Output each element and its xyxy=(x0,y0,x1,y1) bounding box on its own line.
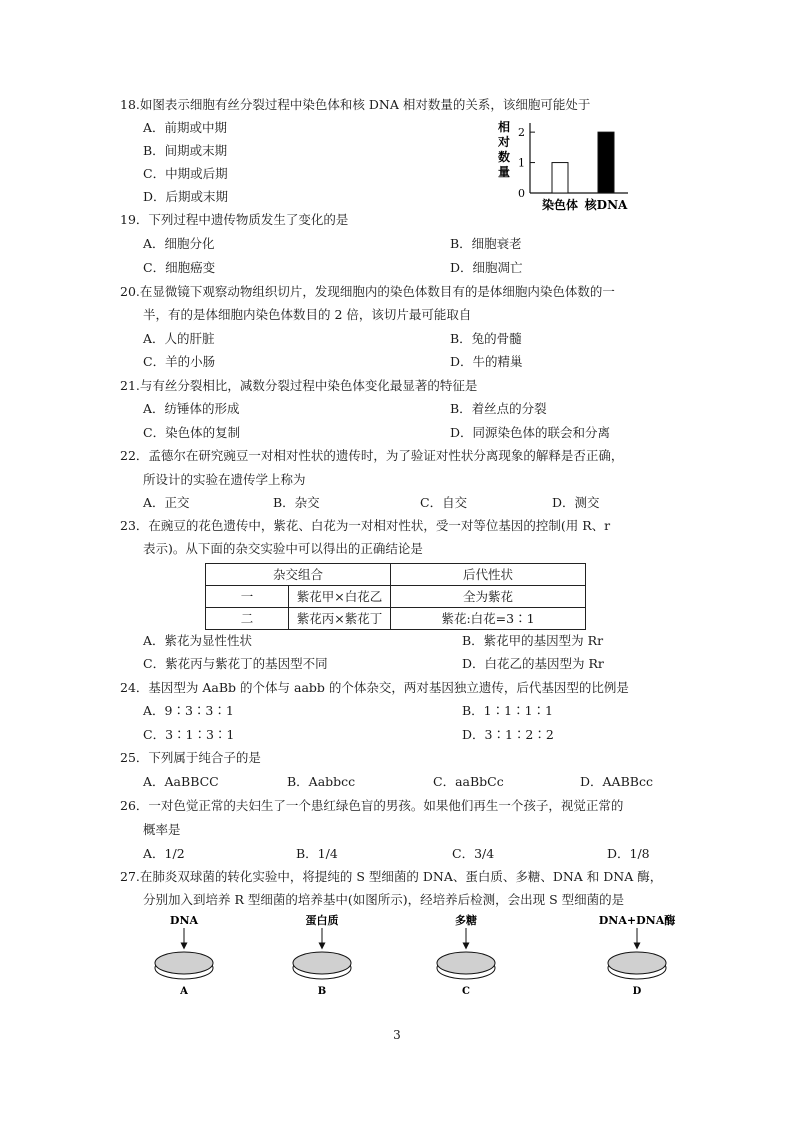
dish-a-label: DNA xyxy=(169,914,199,927)
q20-option-c: C．羊的小肠 xyxy=(143,354,216,369)
q25-stem: 25．下列属于纯合子的是 xyxy=(120,750,261,765)
q22-stem-line2: 所设计的实验在遗传学上称为 xyxy=(143,472,306,487)
x-category-label: 染色体 xyxy=(541,198,579,212)
q21-option-a: A．纺锤体的形成 xyxy=(143,401,240,416)
q18-bar-chart xyxy=(490,115,650,215)
table-row xyxy=(206,586,586,608)
q20-option-b: B．兔的骨髓 xyxy=(450,331,522,346)
y-label-char: 数 xyxy=(497,150,511,164)
q18-option-b: B．间期或末期 xyxy=(143,143,228,158)
q23-option-a: A．紫花为显性性状 xyxy=(143,633,253,648)
q27-stem-line2: 分别加入到培养 R 型细菌的培养基中(如图所示)，经培养后检测，会出现 S 型细菌的是 xyxy=(143,892,625,907)
q23-option-b: B．紫花甲的基因型为 Rr xyxy=(462,633,604,648)
q20-option-d: D．牛的精巢 xyxy=(450,354,523,369)
dish-d-label: DNA+DNA酶 xyxy=(598,914,676,927)
q23-option-c: C．紫花丙与紫花丁的基因型不同 xyxy=(143,656,328,671)
q18-option-a: A．前期或中期 xyxy=(143,120,228,135)
table-cell: 全为紫花 xyxy=(391,586,586,608)
y-label-char: 相 xyxy=(497,120,511,134)
q18-option-d: D．后期或末期 xyxy=(143,189,229,204)
q23-stem-line2: 表示)。从下面的杂交实验中可以得出的正确结论是 xyxy=(143,541,423,556)
dish-a-letter: A xyxy=(180,986,188,997)
q21-stem: 21.与有丝分裂相比，减数分裂过程中染色体变化最显著的特征是 xyxy=(120,378,478,393)
petri-dish-d xyxy=(599,913,675,997)
q21-option-b: B．着丝点的分裂 xyxy=(450,401,547,416)
table-cell: 紫花丙×紫花丁 xyxy=(289,608,391,630)
bar-染色体 xyxy=(552,163,568,193)
dish-c-letter: C xyxy=(462,986,470,997)
table-header-row xyxy=(206,564,586,586)
table-header: 后代性状 xyxy=(391,564,586,586)
table-row xyxy=(206,608,586,630)
q25-option-d: D．AABBcc xyxy=(580,774,653,789)
q25-option-c: C．aaBbCc xyxy=(433,774,504,789)
y-label-char: 量 xyxy=(497,165,511,179)
q23-option-d: D．白花乙的基因型为 Rr xyxy=(462,656,604,671)
q23-stem-line1: 23．在豌豆的花色遗传中，紫花、白花为一对相对性状，受一对等位基因的控制(用 R、r xyxy=(120,518,611,533)
table-header: 杂交组合 xyxy=(206,564,391,586)
q21-option-c: C．染色体的复制 xyxy=(143,425,241,440)
q19-stem: 19．下列过程中遗传物质发生了变化的是 xyxy=(120,212,349,227)
page-number: 3 xyxy=(393,1028,401,1042)
q27-petri-dish-figure xyxy=(140,910,700,1000)
q24-option-b: B．1∶1∶1∶1 xyxy=(462,703,553,718)
table-cell: 二 xyxy=(206,608,289,630)
table-cell: 紫花甲×白花乙 xyxy=(289,586,391,608)
q24-option-c: C．3∶1∶3∶1 xyxy=(143,727,235,742)
q26-option-c: C．3/4 xyxy=(452,846,495,861)
q19-option-d: D．细胞凋亡 xyxy=(450,260,523,275)
q22-option-a: A．正交 xyxy=(143,495,190,510)
q21-option-d: D．同源染色体的联会和分离 xyxy=(450,425,611,440)
q20-option-a: A．人的肝脏 xyxy=(143,331,215,346)
dish-d-letter: D xyxy=(632,986,642,997)
q24-option-a: A．9∶3∶3∶1 xyxy=(143,703,234,718)
y-tick-label: 0 xyxy=(518,187,525,200)
q25-option-a: A．AaBBCC xyxy=(143,774,219,789)
dish-c-label: 多糖 xyxy=(455,914,477,927)
q18-y-axis-label xyxy=(497,119,510,179)
y-tick-label: 2 xyxy=(518,126,525,140)
q22-option-c: C．自交 xyxy=(420,495,468,510)
y-tick-label: 1 xyxy=(518,156,525,170)
q26-option-b: B．1/4 xyxy=(296,846,338,861)
q20-stem-line1: 20.在显微镜下观察动物组织切片，发现细胞内的染色体数目有的是体细胞内染色体数的一 xyxy=(120,284,615,299)
bar-核DNA xyxy=(598,132,614,193)
table-cell: 紫花:白花=3∶1 xyxy=(391,608,586,630)
q22-stem-line1: 22．孟德尔在研究豌豆一对相对性状的遗传时，为了验证对性状分离现象的解释是否正确， xyxy=(120,448,624,463)
q24-option-d: D．3∶1∶2∶2 xyxy=(462,727,554,742)
q22-option-b: B．杂交 xyxy=(273,495,320,510)
q20-stem-line2: 半，有的是体细胞内染色体数目的 2 倍，该切片最可能取自 xyxy=(143,307,472,322)
petri-dish-a xyxy=(155,914,213,997)
table-cell: 一 xyxy=(206,586,289,608)
q26-option-d: D．1/8 xyxy=(607,846,650,861)
q25-option-b: B．Aabbcc xyxy=(287,774,356,789)
x-category-label: 核DNA xyxy=(584,198,628,212)
q26-stem-line1: 26．一对色觉正常的夫妇生了一个患红绿色盲的男孩。如果他们再生一个孩子，视觉正常的 xyxy=(120,798,624,813)
q19-option-b: B．细胞衰老 xyxy=(450,236,522,251)
q19-option-c: C．细胞癌变 xyxy=(143,260,216,275)
q22-option-d: D．测交 xyxy=(552,495,600,510)
q23-cross-table xyxy=(205,563,586,630)
dish-b-letter: B xyxy=(317,986,327,997)
y-label-char: 对 xyxy=(497,135,511,149)
q18-stem: 18.如图表示细胞有丝分裂过程中染色体和核 DNA 相对数量的关系，该细胞可能处于 xyxy=(120,97,591,112)
q27-stem-line1: 27.在肺炎双球菌的转化实验中，将提纯的 S 型细菌的 DNA、蛋白质、多糖、DNA 和 DNA 酶， xyxy=(120,869,663,884)
dish-b-label: 蛋白质 xyxy=(305,914,339,927)
petri-dish-b xyxy=(293,913,351,997)
q24-stem: 24．基因型为 AaBb 的个体与 aabb 的个体杂交，两对基因独立遗传，后代基因型的比例是 xyxy=(120,680,629,695)
q26-stem-line2: 概率是 xyxy=(143,822,181,837)
q19-option-a: A．细胞分化 xyxy=(143,236,215,251)
q18-option-c: C．中期或后期 xyxy=(143,166,228,181)
petri-dish-c xyxy=(437,913,495,997)
q26-option-a: A．1/2 xyxy=(143,846,185,861)
